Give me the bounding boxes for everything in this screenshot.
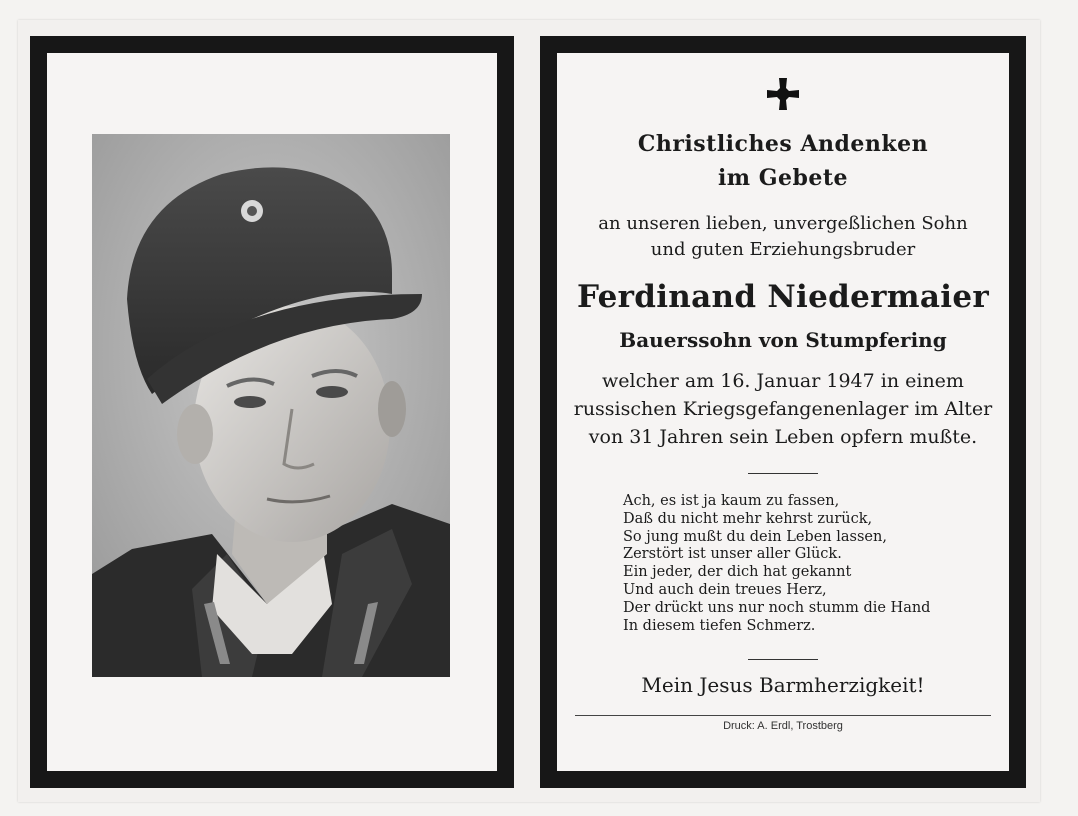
origin-line: Bauerssohn von Stumpfering bbox=[619, 328, 947, 352]
divider bbox=[748, 659, 818, 660]
poem-line: Daß du nicht mehr kehrst zurück, bbox=[623, 510, 873, 527]
printer-credit: Druck: A. Erdl, Trostberg bbox=[723, 720, 843, 732]
text-panel-inner bbox=[557, 53, 1009, 771]
poem bbox=[623, 493, 963, 635]
title-line-1: Christliches Andenken bbox=[637, 131, 929, 157]
closing-line: Mein Jesus Barmherzigkeit! bbox=[641, 673, 925, 697]
photo-panel-inner bbox=[47, 53, 497, 771]
body-line-1: welcher am 16. Januar 1947 in einem bbox=[602, 370, 964, 392]
poem-line: Ein jeder, der dich hat gekannt bbox=[623, 564, 852, 581]
divider bbox=[748, 473, 818, 474]
poem-line: Und auch dein treues Herz, bbox=[623, 581, 827, 598]
portrait-photo bbox=[92, 134, 450, 677]
memorial-text bbox=[557, 53, 1009, 771]
poem-line: Der drückt uns nur noch stumm die Hand bbox=[623, 599, 931, 616]
poem-line: So jung mußt du dein Leben lassen, bbox=[623, 528, 887, 545]
portrait-illustration bbox=[92, 134, 450, 677]
poem-line: Zerstört ist unser aller Glück. bbox=[623, 546, 842, 563]
text-panel bbox=[540, 36, 1026, 788]
intro-line-2: und guten Erziehungsbruder bbox=[650, 239, 916, 260]
title-line-2: im Gebete bbox=[717, 165, 849, 191]
intro-line-1: an unseren lieben, unvergeßlichen Sohn bbox=[598, 213, 968, 234]
footer-divider bbox=[575, 715, 991, 716]
body-line-3: von 31 Jahren sein Leben opfern mußte. bbox=[588, 426, 978, 448]
memorial-card bbox=[18, 20, 1040, 802]
body-line-2: russischen Kriegsgefangenenlager im Alter bbox=[573, 398, 993, 420]
photo-panel bbox=[30, 36, 514, 788]
poem-line: In diesem tiefen Schmerz. bbox=[623, 617, 816, 634]
deceased-name: Ferdinand Niedermaier bbox=[576, 279, 990, 315]
iron-cross-icon bbox=[557, 78, 1009, 112]
poem-line: Ach, es ist ja kaum zu fassen, bbox=[623, 493, 840, 509]
